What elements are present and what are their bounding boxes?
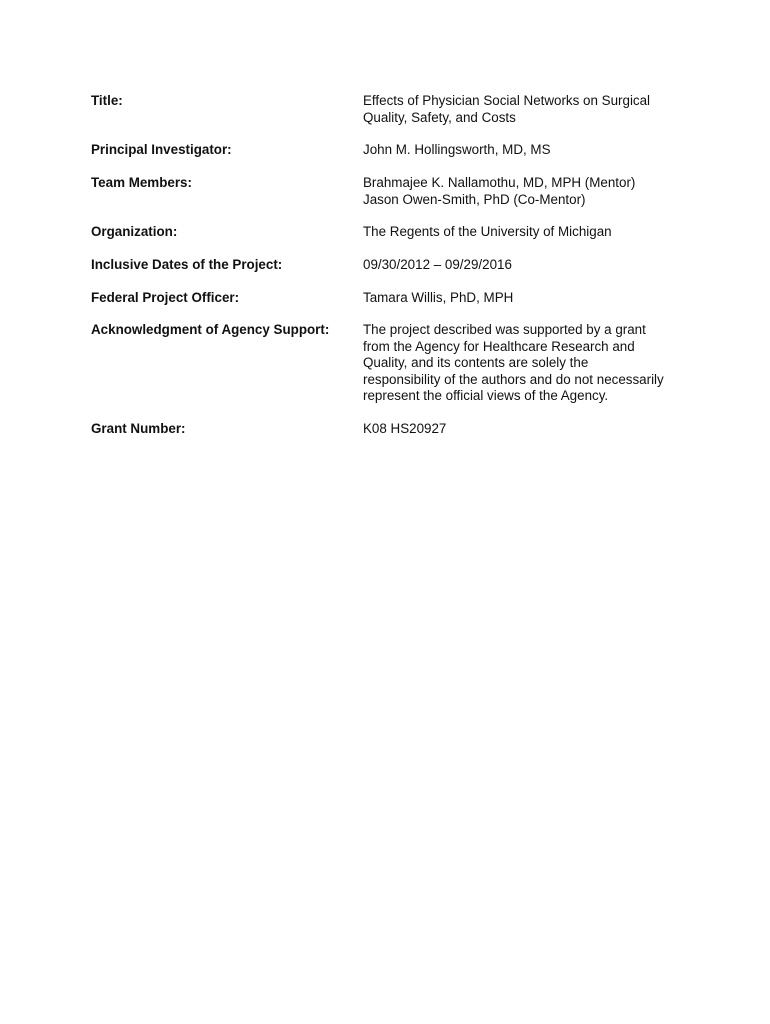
field-label: Principal Investigator: [91,142,232,157]
field-value [363,322,683,405]
field-value [363,93,683,126]
value-line: K08 HS20927 [363,421,447,436]
value-line: Jason Owen-Smith, PhD (Co-Mentor) [363,191,586,207]
value-line: Quality, Safety, and Costs [363,109,516,125]
value-line: Quality, and its contents are solely the [363,355,589,370]
field-value [363,224,683,241]
field-acknowledgment [91,322,691,405]
value-line: responsibility of the authors and do not necessarily [363,371,664,387]
field-label: Team Members: [91,175,192,190]
value-line: 09/30/2012 – 09/29/2016 [363,257,512,272]
field-value [363,175,683,208]
field-team-members [91,175,691,208]
field-label: Inclusive Dates of the Project: [91,257,283,272]
value-line: The project described was supported by a grant [363,322,646,337]
field-title [91,93,691,126]
value-line: John M. Hollingsworth, MD, MS [363,142,551,157]
field-grant-number [91,421,691,438]
field-federal-project-officer [91,290,691,307]
value-line: Effects of Physician Social Networks on Surgical [363,93,651,108]
field-value [363,290,683,307]
field-principal-investigator [91,142,691,159]
field-label: Federal Project Officer: [91,290,240,305]
field-label: Title: [91,93,123,108]
field-value [363,142,683,159]
value-line: from the Agency for Healthcare Research and [363,338,635,354]
field-inclusive-dates [91,257,691,274]
field-value [363,421,683,438]
field-label: Grant Number: [91,421,186,436]
field-organization [91,224,691,241]
field-label: Acknowledgment of Agency Support: [91,322,330,337]
field-value [363,257,683,274]
value-line: represent the official views of the Agency. [363,388,609,403]
field-label: Organization: [91,224,178,239]
value-line: Brahmajee K. Nallamothu, MD, MPH (Mentor) [363,175,636,190]
value-line: The Regents of the University of Michigan [363,224,612,239]
value-line: Tamara Willis, PhD, MPH [363,290,514,305]
